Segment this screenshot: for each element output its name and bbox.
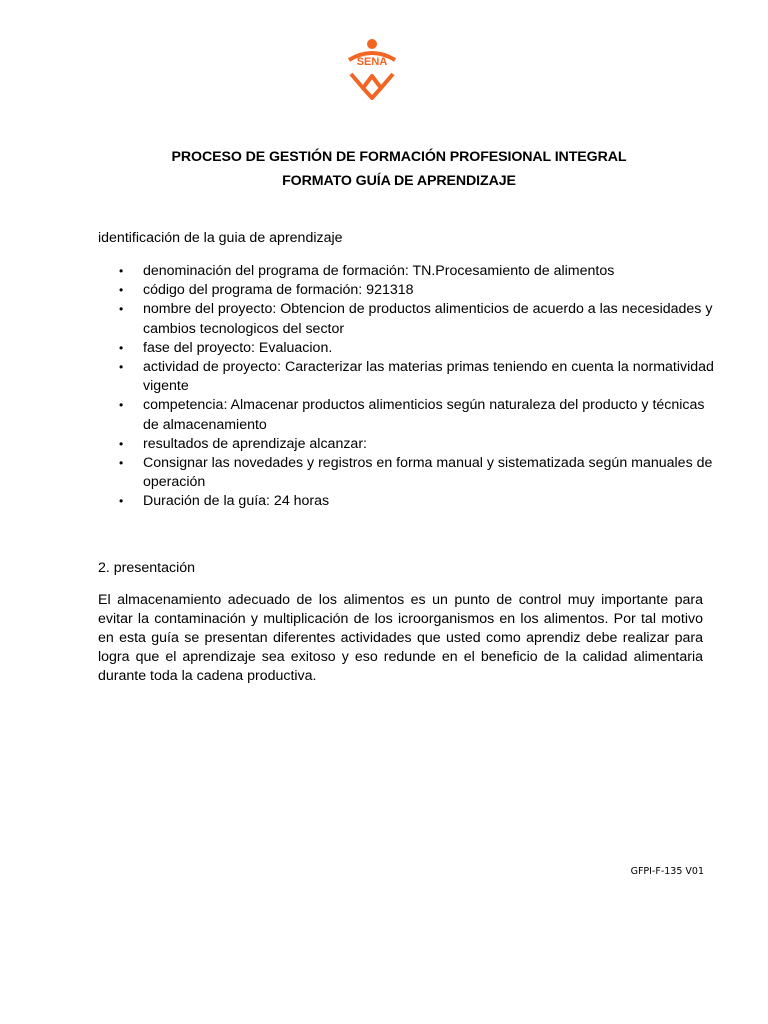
list-item-text: Duración de la guía: 24 horas — [143, 493, 330, 510]
bullet-icon: • — [119, 340, 124, 355]
list-item-text: actividad de proyecto: Caracterizar las materias primas teniendo en cuenta la normatividad vigente — [143, 359, 714, 395]
sena-logo-head — [367, 39, 377, 49]
bullet-icon: • — [119, 302, 124, 317]
presentation-paragraph: El almacenamiento adecuado de los alimentos es un punto de control muy importante para evitar la contaminación y multiplicación de los icroorganismos en los alimentos. Por tal motivo en esta guía se presentan diferentes actividades que usted como aprendiz debe realizar para logra que el aprendizaje sea exitoso y eso redunde en el beneficio de la calidad alimentaria durante toda la cadena productiva. — [98, 592, 703, 684]
list-item — [98, 262, 718, 281]
list-item — [98, 281, 718, 300]
sena-logo-legs — [351, 74, 393, 88]
list-item-text: nombre del proyecto: Obtencion de productos alimenticios de acuerdo a las necesidades y cambios tecnologicos del sector — [143, 301, 713, 337]
presentation-heading: 2. presentación — [98, 560, 196, 576]
form-code: GFPI-F-135 V01 — [630, 866, 704, 877]
list-item-text: denominación del programa de formación: TN.Procesamiento de alimentos — [143, 263, 615, 279]
sena-logo-text: SENA — [356, 56, 388, 68]
document-subtitle: FORMATO GUÍA DE APRENDIZAJE — [282, 173, 516, 189]
list-item — [98, 300, 718, 338]
list-item-text: código del programa de formación: 921318 — [143, 282, 414, 299]
sena-logo-base — [363, 88, 381, 98]
list-item — [98, 339, 718, 358]
sena-logo — [343, 38, 401, 100]
list-item-text: resultados de aprendizaje alcanzar: — [143, 435, 367, 452]
bullet-icon: • — [119, 398, 124, 413]
document-title: PROCESO DE GESTIÓN DE FORMACIÓN PROFESIONAL INTEGRAL — [171, 149, 627, 165]
list-item — [98, 358, 718, 396]
list-item — [98, 454, 718, 492]
bullet-icon: • — [119, 360, 124, 375]
bullet-icon: • — [119, 436, 124, 451]
list-item — [98, 396, 718, 434]
bullet-icon: • — [119, 283, 124, 298]
list-item-text: fase del proyecto: Evaluacion. — [143, 339, 333, 356]
bullet-icon: • — [119, 264, 124, 278]
list-item-text: competencia: Almacenar productos alimenticios según naturaleza del producto y técnicas de almacenamiento — [143, 397, 705, 433]
list-item — [98, 435, 718, 454]
identification-heading: identificación de la guia de aprendizaje — [98, 230, 343, 246]
bullet-icon: • — [119, 494, 124, 509]
identification-list — [98, 262, 718, 512]
list-item-text: Consignar las novedades y registros en forma manual y sistematizada según manuales de operación — [143, 455, 713, 491]
bullet-icon: • — [119, 456, 124, 471]
list-item — [98, 492, 718, 511]
